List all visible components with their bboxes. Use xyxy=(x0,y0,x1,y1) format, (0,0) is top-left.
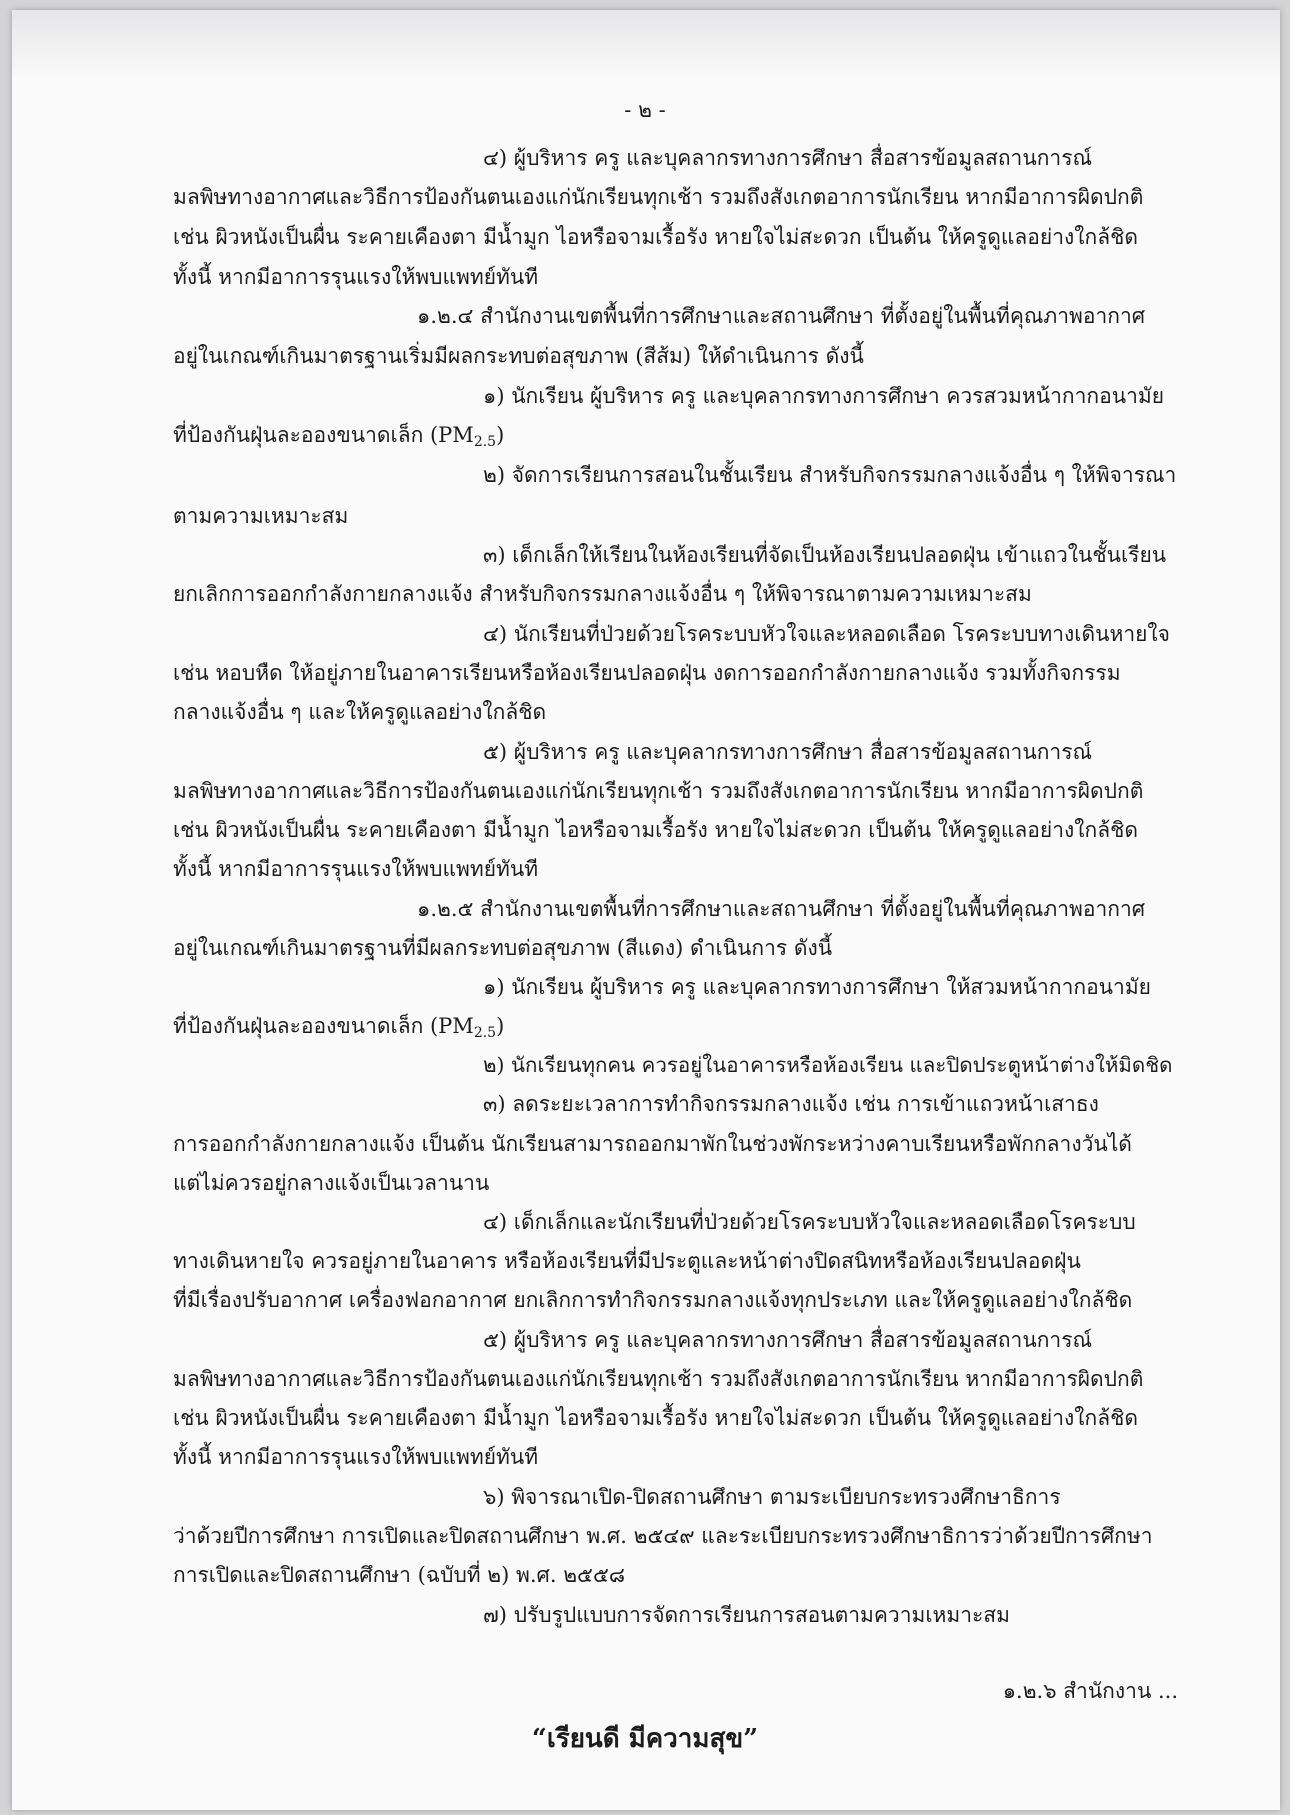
paragraph-line: เช่น ผิวหนังเป็นผื่น ระคายเคืองตา มีน้ำมูก ไอหรือจามเรื้อรัง หายใจไม่สะดวก เป็นต้น ให้ครูดูแลอย่างใกล้ชิด xyxy=(173,818,1138,842)
paragraph-line: ว่าด้วยปีการศึกษา การเปิดและปิดสถานศึกษา พ.ศ. ๒๕๔๙ และระเบียบกระทรวงศึกษาธิการว่าด้วยปีการศึกษา xyxy=(173,1524,1153,1548)
footer-slogan: “เรียนดี มีความสุข” xyxy=(531,1724,759,1754)
pm-text: ที่ป้องกันฝุ่นละอองขนาดเล็ก (PM xyxy=(173,1014,474,1038)
paragraph-line: ทั้งนี้ หากมีอาการรุนแรงให้พบแพทย์ทันที xyxy=(173,1445,539,1469)
paragraph-line: ๑) นักเรียน ผู้บริหาร ครู และบุคลากรทางการศึกษา ให้สวมหน้ากากอนามัย xyxy=(483,975,1151,999)
paragraph-line: ๕) ผู้บริหาร ครู และบุคลากรทางการศึกษา สื่อสารข้อมูลสถานการณ์ xyxy=(483,740,1092,764)
paragraph-line: เช่น ผิวหนังเป็นผื่น ระคายเคืองตา มีน้ำมูก ไอหรือจามเรื้อรัง หายใจไม่สะดวก เป็นต้น ให้ครูดูแลอย่างใกล้ชิด xyxy=(173,225,1138,249)
paragraph-line: ๒) จัดการเรียนการสอนในชั้นเรียน สำหรับกิจกรรมกลางแจ้งอื่น ๆ ให้พิจารณา xyxy=(483,463,1177,487)
paragraph-line: กลางแจ้งอื่น ๆ และให้ครูดูแลอย่างใกล้ชิด xyxy=(173,700,547,724)
next-page-reference: ๑.๒.๖ สำนักงาน ... xyxy=(1002,1679,1178,1703)
pm-text: ที่ป้องกันฝุ่นละอองขนาดเล็ก (PM xyxy=(173,423,474,447)
paragraph-line: ๗) ปรับรูปแบบการจัดการเรียนการสอนตามความเหมาะสม xyxy=(483,1603,1010,1627)
paragraph-line: มลพิษทางอากาศและวิธีการป้องกันตนเองแก่นักเรียนทุกเช้า รวมถึงสังเกตอาการนักเรียน หากมีอาการผิดปกติ xyxy=(173,779,1144,803)
paragraph-line: ๖) พิจารณาเปิด-ปิดสถานศึกษา ตามระเบียบกระทรวงศึกษาธิการ xyxy=(483,1485,1061,1509)
paragraph-line: อยู่ในเกณฑ์เกินมาตรฐานเริ่มมีผลกระทบต่อสุขภาพ (สีส้ม) ให้ดำเนินการ ดังนี้ xyxy=(173,344,864,368)
pm-close: ) xyxy=(496,423,505,447)
paragraph-line: ๔) นักเรียนที่ป่วยด้วยโรคระบบหัวใจและหลอดเลือด โรคระบบทางเดินหายใจ xyxy=(483,622,1170,646)
paragraph-line xyxy=(173,1011,504,1048)
paragraph-line: ๓) ลดระยะเวลาการทำกิจกรรมกลางแจ้ง เช่น การเข้าแถวหน้าเสาธง xyxy=(483,1092,1099,1116)
page-number: - ๒ - xyxy=(624,98,666,122)
paragraph-line: ตามความเหมาะสม xyxy=(173,504,349,528)
paragraph-line: มลพิษทางอากาศและวิธีการป้องกันตนเองแก่นักเรียนทุกเช้า รวมถึงสังเกตอาการนักเรียน หากมีอาการผิดปกติ xyxy=(173,1367,1144,1391)
paragraph-line: การออกกำลังกายกลางแจ้ง เป็นต้น นักเรียนสามารถออกมาพักในช่วงพักระหว่างคาบเรียนหรือพักกลางวันได้ xyxy=(173,1132,1132,1156)
page-shadow xyxy=(12,10,1280,80)
paragraph-line: ทั้งนี้ หากมีอาการรุนแรงให้พบแพทย์ทันที xyxy=(173,857,539,881)
section-heading-line: ๑.๒.๕ สำนักงานเขตพื้นที่การศึกษาและสถานศึกษา ที่ตั้งอยู่ในพื้นที่คุณภาพอากาศ xyxy=(417,897,1146,921)
pm-subscript: 2.5 xyxy=(473,1025,497,1041)
paragraph-line: ๔) เด็กเล็กและนักเรียนที่ป่วยด้วยโรคระบบหัวใจและหลอดเลือดโรคระบบ xyxy=(483,1210,1136,1234)
paragraph-line: การเปิดและปิดสถานศึกษา (ฉบับที่ ๒) พ.ศ. ๒๕๕๘ xyxy=(173,1563,626,1587)
paragraph-line: มลพิษทางอากาศและวิธีการป้องกันตนเองแก่นักเรียนทุกเช้า รวมถึงสังเกตอาการนักเรียน หากมีอาการผิดปกติ xyxy=(173,185,1144,209)
paragraph-line xyxy=(173,420,504,457)
section-heading-line: ๑.๒.๔ สำนักงานเขตพื้นที่การศึกษาและสถานศึกษา ที่ตั้งอยู่ในพื้นที่คุณภาพอากาศ xyxy=(417,304,1146,328)
paragraph-line: ๑) นักเรียน ผู้บริหาร ครู และบุคลากรทางการศึกษา ควรสวมหน้ากากอนามัย xyxy=(483,384,1165,408)
paragraph-line: ยกเลิกการออกกำลังกายกลางแจ้ง สำหรับกิจกรรมกลางแจ้งอื่น ๆ ให้พิจารณาตามความเหมาะสม xyxy=(173,582,1032,606)
paragraph-line: ๒) นักเรียนทุกคน ควรอยู่ในอาคารหรือห้องเรียน และปิดประตูหน้าต่างให้มิดชิด xyxy=(483,1053,1173,1077)
paragraph-line: ทางเดินหายใจ ควรอยู่ภายในอาคาร หรือห้องเรียนที่มีประตูและหน้าต่างปิดสนิทหรือห้องเรียนปลอดฝุ่น xyxy=(173,1249,1081,1273)
paragraph-line: แต่ไม่ควรอยู่กลางแจ้งเป็นเวลานาน xyxy=(173,1171,490,1195)
pm-subscript: 2.5 xyxy=(473,434,497,450)
paragraph-line: ที่มีเรื่องปรับอากาศ เครื่องฟอกอากาศ ยกเลิกการทำกิจกรรมกลางแจ้งทุกประเภท และให้ครูดูแลอย่างใกล้ชิด xyxy=(173,1288,1133,1312)
paragraph-line: ทั้งนี้ หากมีอาการรุนแรงให้พบแพทย์ทันที xyxy=(173,265,539,289)
paragraph-line: เช่น หอบหืด ให้อยู่ภายในอาคารเรียนหรือห้องเรียนปลอดฝุ่น งดการออกกำลังกายกลางแจ้ง รวมทั้งกิจกรรม xyxy=(173,661,1121,685)
paragraph-line: ๓) เด็กเล็กให้เรียนในห้องเรียนที่จัดเป็นห้องเรียนปลอดฝุ่น เข้าแถวในชั้นเรียน xyxy=(483,543,1167,567)
paragraph-line: ๕) ผู้บริหาร ครู และบุคลากรทางการศึกษา สื่อสารข้อมูลสถานการณ์ xyxy=(483,1328,1092,1352)
pm-close: ) xyxy=(496,1014,505,1038)
paragraph-line: เช่น ผิวหนังเป็นผื่น ระคายเคืองตา มีน้ำมูก ไอหรือจามเรื้อรัง หายใจไม่สะดวก เป็นต้น ให้ครูดูแลอย่างใกล้ชิด xyxy=(173,1406,1138,1430)
paragraph-line: ๔) ผู้บริหาร ครู และบุคลากรทางการศึกษา สื่อสารข้อมูลสถานการณ์ xyxy=(483,146,1092,170)
paragraph-line: อยู่ในเกณฑ์เกินมาตรฐานที่มีผลกระทบต่อสุขภาพ (สีแดง) ดำเนินการ ดังนี้ xyxy=(173,936,833,960)
